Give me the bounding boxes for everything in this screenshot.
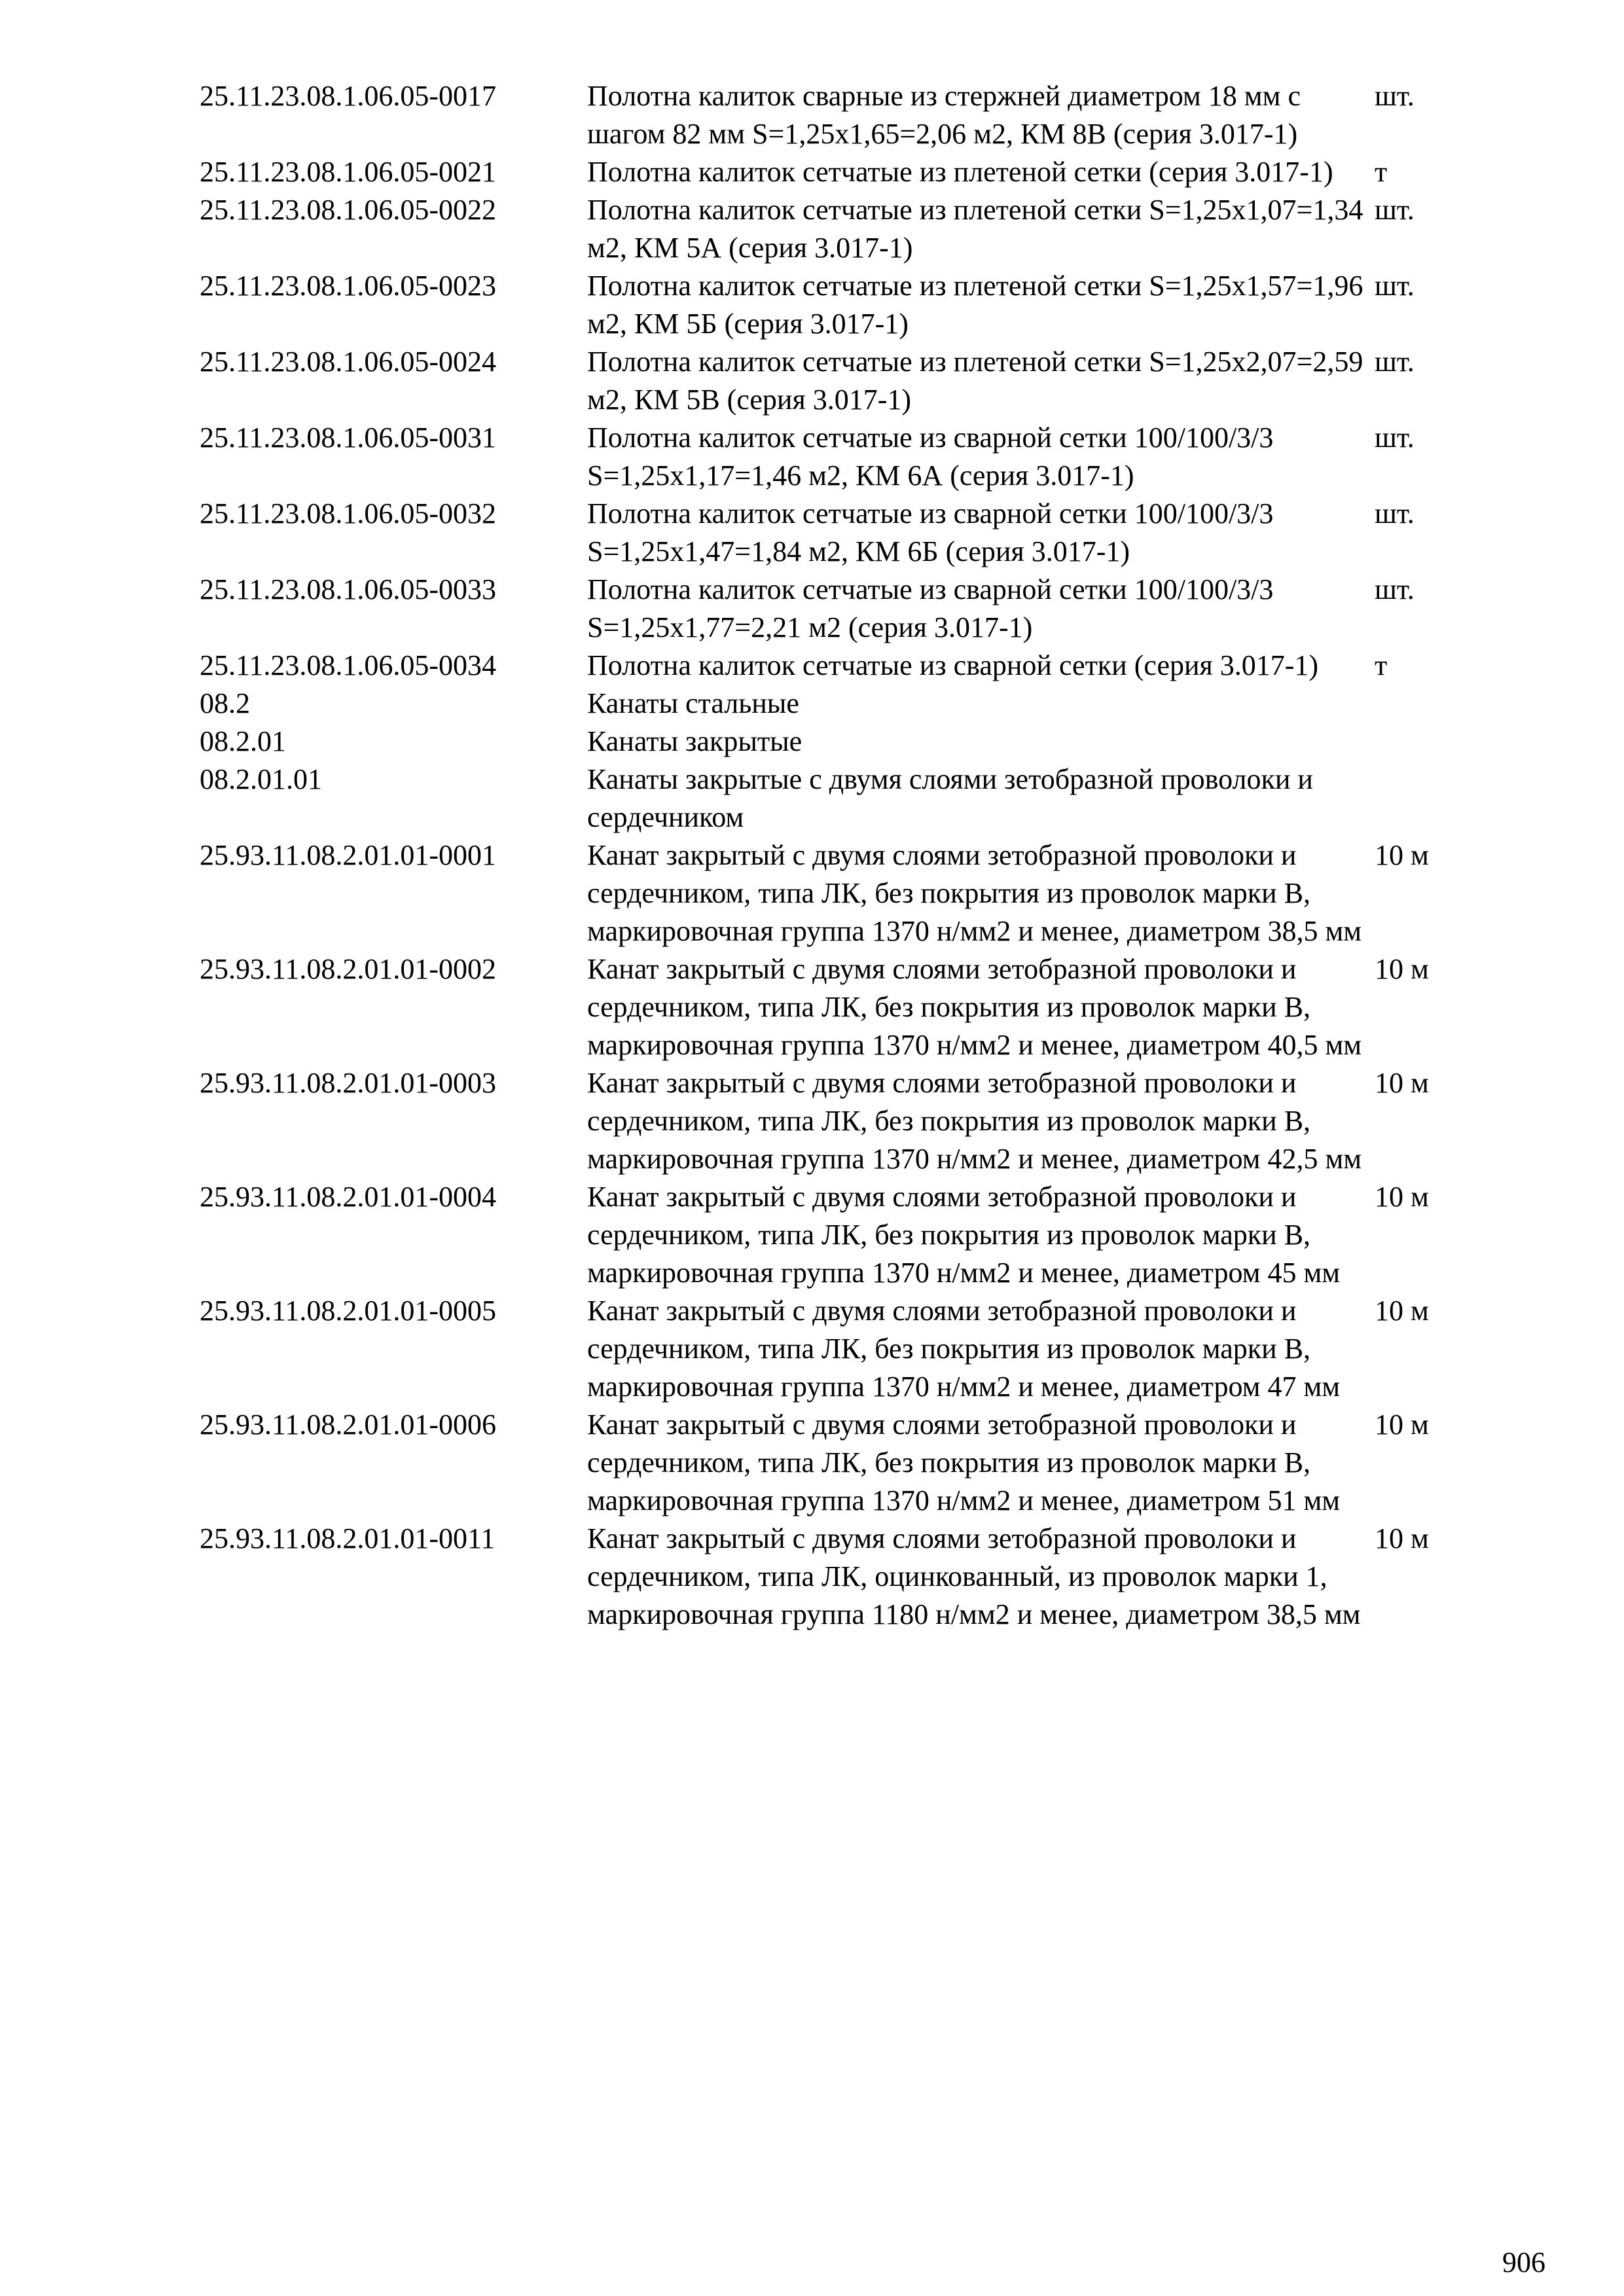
list-item bbox=[200, 1292, 1443, 1406]
item-name: Канат закрытый с двумя слоями зетобразной проволоки и сердечником, типа ЛК, без покрытия из проволок марки В, маркировочная группа 1370 н/мм2 и менее, диаметром 51 мм bbox=[587, 1408, 1341, 1516]
item-code: 25.11.23.08.1.06.05-0033 bbox=[200, 573, 497, 605]
section-code: 08.2.01.01 bbox=[200, 763, 322, 795]
item-unit: шт. bbox=[1375, 422, 1415, 454]
list-item bbox=[200, 495, 1443, 571]
section-code: 08.2.01 bbox=[200, 725, 286, 757]
item-unit: 10 м bbox=[1375, 839, 1429, 871]
item-unit: т bbox=[1375, 649, 1388, 681]
item-unit: 10 м bbox=[1375, 1408, 1429, 1441]
item-name: Канат закрытый с двумя слоями зетобразной проволоки и сердечником, типа ЛК, без покрытия из проволок марки В, маркировочная группа 1370 н/мм2 и менее, диаметром 47 мм bbox=[587, 1295, 1341, 1403]
list-item bbox=[200, 571, 1443, 647]
item-code: 25.93.11.08.2.01.01-0003 bbox=[200, 1067, 497, 1099]
item-unit: т bbox=[1375, 156, 1388, 188]
item-unit: 10 м bbox=[1375, 1181, 1429, 1213]
item-unit: шт. bbox=[1375, 573, 1415, 605]
item-code: 25.93.11.08.2.01.01-0006 bbox=[200, 1408, 497, 1441]
section-heading bbox=[200, 685, 1443, 723]
list-item bbox=[200, 1520, 1443, 1634]
item-code: 25.93.11.08.2.01.01-0004 bbox=[200, 1181, 497, 1213]
item-code: 25.11.23.08.1.06.05-0024 bbox=[200, 346, 497, 378]
item-name: Полотна калиток сетчатые из плетеной сетки (серия 3.017-1) bbox=[587, 156, 1333, 188]
item-unit: шт. bbox=[1375, 497, 1415, 529]
item-name: Полотна калиток сетчатые из сварной сетки 100/100/3/3 S=1,25х1,77=2,21 м2 (серия 3.017-1) bbox=[587, 573, 1274, 643]
section-code: 08.2 bbox=[200, 687, 250, 719]
list-item bbox=[200, 267, 1443, 343]
section-heading bbox=[200, 761, 1443, 836]
item-code: 25.11.23.08.1.06.05-0021 bbox=[200, 156, 497, 188]
item-name: Полотна калиток сварные из стержней диаметром 18 мм с шагом 82 мм S=1,25х1,65=2,06 м2, КМ 8В (серия 3.017-1) bbox=[587, 80, 1301, 150]
list-item bbox=[200, 950, 1443, 1064]
section-name: Канаты стальные bbox=[587, 687, 799, 719]
item-unit: шт. bbox=[1375, 80, 1415, 112]
item-code: 25.11.23.08.1.06.05-0032 bbox=[200, 497, 497, 529]
item-code: 25.93.11.08.2.01.01-0011 bbox=[200, 1522, 496, 1554]
item-code: 25.11.23.08.1.06.05-0017 bbox=[200, 80, 497, 112]
section-name: Канаты закрытые с двумя слоями зетобразной проволоки и сердечником bbox=[587, 763, 1313, 833]
item-code: 25.11.23.08.1.06.05-0034 bbox=[200, 649, 497, 681]
page-number: 906 bbox=[1502, 2246, 1545, 2278]
item-unit: 10 м bbox=[1375, 1067, 1429, 1099]
list-item bbox=[200, 419, 1443, 495]
item-name: Полотна калиток сетчатые из сварной сетки 100/100/3/3 S=1,25х1,47=1,84 м2, КМ 6Б (серия 3.017-1) bbox=[587, 497, 1274, 567]
item-code: 25.93.11.08.2.01.01-0005 bbox=[200, 1295, 497, 1327]
classifier-list bbox=[200, 77, 1443, 1634]
section-heading bbox=[200, 723, 1443, 761]
item-name: Полотна калиток сетчатые из плетеной сетки S=1,25х1,07=1,34 м2, КМ 5А (серия 3.017-1) bbox=[587, 194, 1363, 264]
item-name: Канат закрытый с двумя слоями зетобразной проволоки и сердечником, типа ЛК, без покрытия из проволок марки В, маркировочная группа 1370 н/мм2 и менее, диаметром 38,5 мм bbox=[587, 839, 1362, 947]
item-name: Полотна калиток сетчатые из сварной сетки (серия 3.017-1) bbox=[587, 649, 1319, 681]
item-code: 25.11.23.08.1.06.05-0023 bbox=[200, 270, 497, 302]
item-unit: 10 м bbox=[1375, 1522, 1429, 1554]
list-item bbox=[200, 77, 1443, 153]
item-code: 25.11.23.08.1.06.05-0022 bbox=[200, 194, 497, 226]
section-name: Канаты закрытые bbox=[587, 725, 803, 757]
list-item bbox=[200, 836, 1443, 950]
list-item bbox=[200, 1178, 1443, 1292]
item-name: Канат закрытый с двумя слоями зетобразной проволоки и сердечником, типа ЛК, без покрытия из проволок марки В, маркировочная группа 1370 н/мм2 и менее, диаметром 42,5 мм bbox=[587, 1067, 1362, 1175]
item-name: Полотна калиток сетчатые из плетеной сетки S=1,25х1,57=1,96 м2, КМ 5Б (серия 3.017-1) bbox=[587, 270, 1363, 340]
item-unit: 10 м bbox=[1375, 953, 1429, 985]
item-name: Канат закрытый с двумя слоями зетобразной проволоки и сердечником, типа ЛК, без покрытия из проволок марки В, маркировочная группа 1370 н/мм2 и менее, диаметром 40,5 мм bbox=[587, 953, 1362, 1061]
item-unit: 10 м bbox=[1375, 1295, 1429, 1327]
item-code: 25.93.11.08.2.01.01-0002 bbox=[200, 953, 497, 985]
item-name: Полотна калиток сетчатые из сварной сетки 100/100/3/3 S=1,25х1,17=1,46 м2, КМ 6А (серия 3.017-1) bbox=[587, 422, 1274, 492]
list-item bbox=[200, 153, 1443, 191]
item-name: Канат закрытый с двумя слоями зетобразной проволоки и сердечником, типа ЛК, без покрытия из проволок марки В, маркировочная группа 1370 н/мм2 и менее, диаметром 45 мм bbox=[587, 1181, 1341, 1289]
list-item bbox=[200, 191, 1443, 267]
list-item bbox=[200, 647, 1443, 685]
list-item bbox=[200, 1064, 1443, 1178]
item-name: Полотна калиток сетчатые из плетеной сетки S=1,25х2,07=2,59 м2, КМ 5В (серия 3.017-1) bbox=[587, 346, 1363, 416]
item-unit: шт. bbox=[1375, 194, 1415, 226]
item-name: Канат закрытый с двумя слоями зетобразной проволоки и сердечником, типа ЛК, оцинкованный, из проволок марки 1, маркировочная группа 1180 н/мм2 и менее, диаметром 38,5 мм bbox=[587, 1522, 1361, 1630]
item-code: 25.11.23.08.1.06.05-0031 bbox=[200, 422, 497, 454]
list-item bbox=[200, 1406, 1443, 1520]
list-item bbox=[200, 343, 1443, 419]
item-unit: шт. bbox=[1375, 270, 1415, 302]
item-code: 25.93.11.08.2.01.01-0001 bbox=[200, 839, 497, 871]
item-unit: шт. bbox=[1375, 346, 1415, 378]
